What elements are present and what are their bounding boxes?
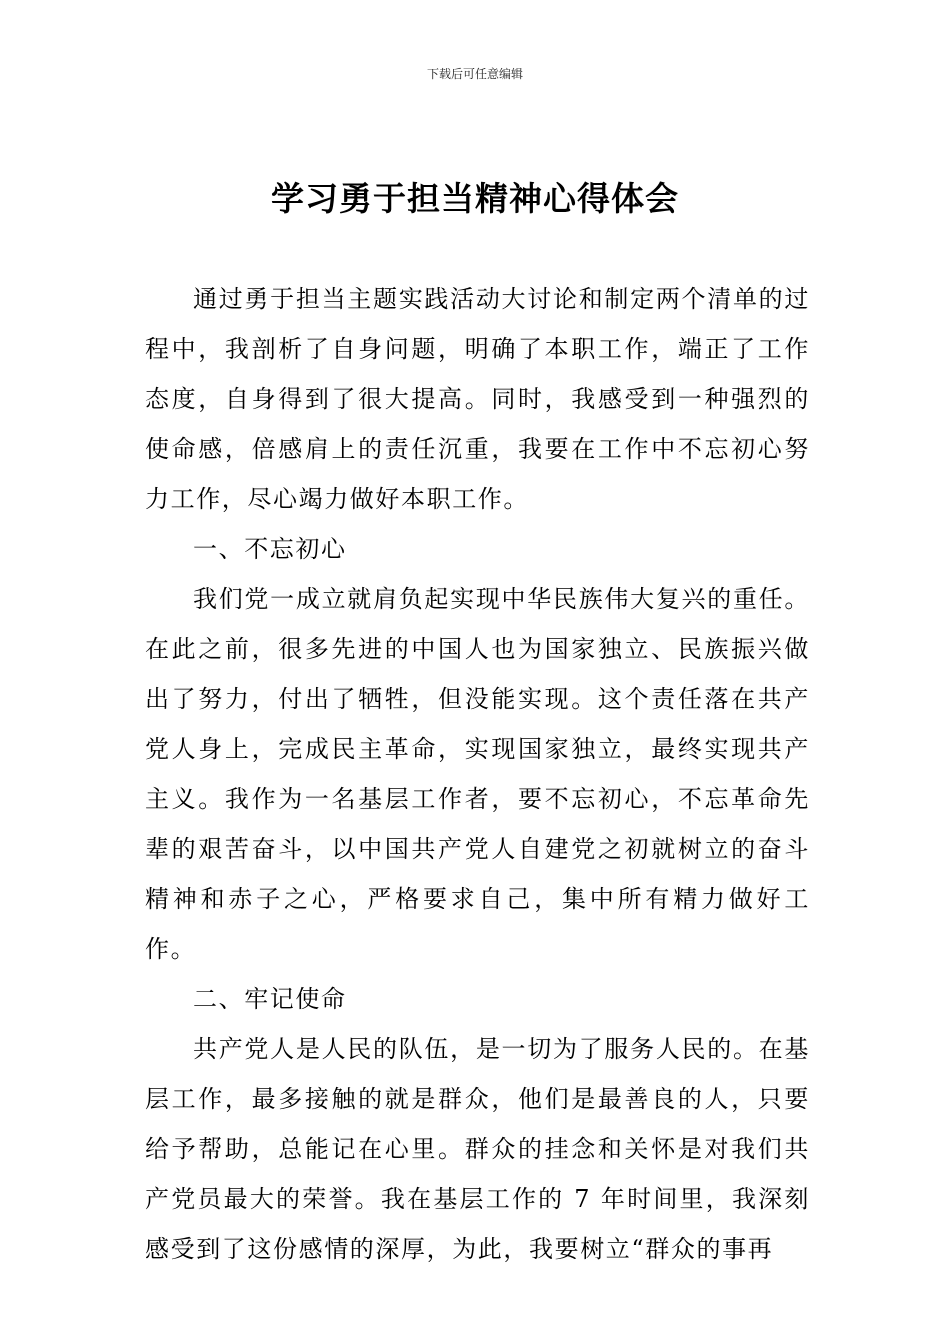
paragraph-section-1: 我们党一成立就肩负起实现中华民族伟大复兴的重任。在此之前，很多先进的中国人也为国家独立、民族振兴做出了努力，付出了牺牲，但没能实现。这个责任落在共产党人身上，完成民主革命，实现国家独立，最终实现共产主义。我作为一名基层工作者，要不忘初心，不忘革命先辈的艰苦奋斗，以中国共产党人自建党之初就树立的奋斗精神和赤子之心，严格要求自己，集中所有精力做好工作。 — [145, 585, 810, 963]
section-heading-2: 二、牢记使命 — [193, 985, 347, 1013]
paragraph-intro: 通过勇于担当主题实践活动大讨论和制定两个清单的过程中，我剖析了自身问题，明确了本职工作，端正了工作态度，自身得到了很大提高。同时，我感受到一种强烈的使命感，倍感肩上的责任沉重，我要在工作中不忘初心努力工作，尽心竭力做好本职工作。 — [145, 285, 810, 513]
section-heading-1: 一、不忘初心 — [193, 535, 347, 563]
header-note: 下载后可任意编辑 — [426, 67, 523, 81]
document-title: 学习勇于担当精神心得体会 — [271, 179, 679, 218]
document-body — [145, 274, 810, 1274]
paragraph-section-2: 共产党人是人民的队伍，是一切为了服务人民的。在基层工作，最多接触的就是群众，他们是最善良的人，只要给予帮助，总能记在心里。群众的挂念和关怀是对我们共产党员最大的荣誉。我在基层工作的 7 年时间里，我深刻感受到了这份感情的深厚，为此，我要树立“群众的事再 — [145, 1035, 810, 1263]
